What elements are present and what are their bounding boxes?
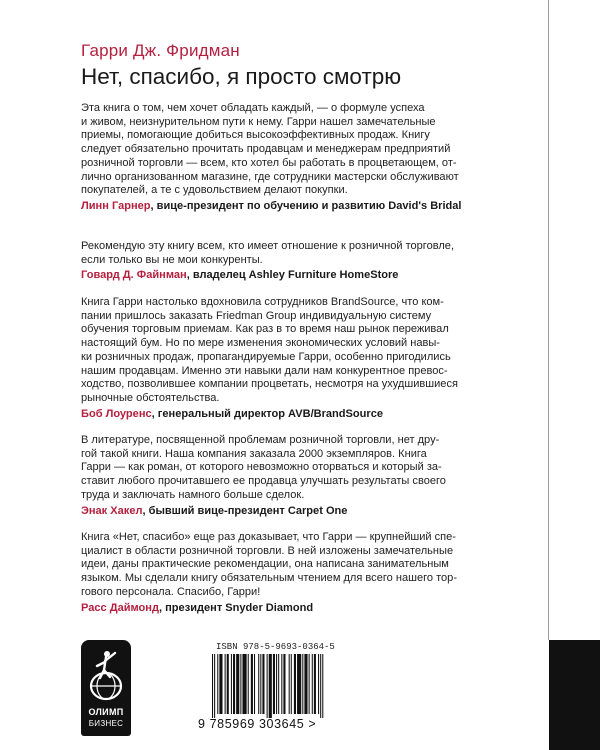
text-line: В литературе, посвященной проблемам розничной торговли, нет дру- <box>81 434 440 446</box>
text-line: циалист в области розничной торговли. В ней изложены замечательные <box>81 544 454 557</box>
text-line: Рекомендую эту книгу всем, кто имеет отношение к розничной торговле, <box>81 240 455 252</box>
attribution-name: Расс Даймонд <box>81 601 159 614</box>
ean-digits: 9 785969 303645 > <box>198 717 317 731</box>
author-name: Гарри Дж. Фридман <box>81 41 240 60</box>
testimonial-5 <box>81 531 501 615</box>
text-line: если только вы не мои конкуренты. <box>81 253 263 266</box>
testimonial-attribution <box>81 504 501 518</box>
attribution-name: Линн Гарнер <box>81 199 151 212</box>
testimonial-attribution <box>81 601 501 615</box>
text-line: следует обязательно прочитать продавцам и менеджерам предприятий <box>81 143 451 156</box>
text-line: и живом, неизнурительном пути к нему. Гарри нашел замечательные <box>81 115 436 128</box>
testimonial-4 <box>81 434 501 518</box>
text-line: идеи, даны практические рекомендации, она написана занимательным <box>81 558 449 571</box>
attribution-role: , генеральный директор AVB/BrandSource <box>151 407 383 420</box>
spine-black-block <box>549 640 600 750</box>
figure-on-globe-icon <box>86 648 126 704</box>
testimonial-attribution <box>81 199 501 213</box>
attribution-name: Энак Хакел <box>81 504 143 517</box>
publisher-logo <box>81 640 131 736</box>
text-line: гового персонала. Спасибо, Гарри! <box>81 585 261 598</box>
text-line: розничной торговли — всем, кто хотел бы работать в процветающем, от- <box>81 156 457 169</box>
testimonial-2 <box>81 240 501 282</box>
testimonial-attribution <box>81 407 501 421</box>
attribution-name: Боб Лоуренс <box>81 407 152 420</box>
testimonial-text <box>81 296 501 406</box>
barcode-block <box>198 640 390 740</box>
text-line: рыночные обстоятельства. <box>81 391 220 404</box>
attribution-role: , президент Snyder Diamond <box>159 601 314 614</box>
isbn-number: ISBN 978-5-9693-0364-5 <box>216 642 335 652</box>
testimonial-text <box>81 531 501 600</box>
book-title: Нет, спасибо, я просто смотрю <box>81 64 402 89</box>
text-line: приемы, помогающие добиться высокоэффективных продаж. Книгу <box>81 129 430 142</box>
attribution-role: , бывший вице-президент Carpet One <box>142 504 348 517</box>
text-line: пании пришлось заказать Friedman Group индивидуальную систему <box>81 309 432 322</box>
text-line: нашим продавцам. Именно эти навыки дали нам конкурентное превос- <box>81 364 448 377</box>
testimonial-1 <box>81 102 501 213</box>
text-line: гой такой книги. Наша компания заказала 2000 экземпляров. Книга <box>81 447 427 460</box>
text-line: труда и заключать намного больше сделок. <box>81 488 305 501</box>
text-line: настоящий бум. Но по мере изменения экономических условий навы- <box>81 337 440 350</box>
barcode-icon <box>210 654 360 718</box>
testimonial-text <box>81 102 501 198</box>
testimonial-text <box>81 240 501 267</box>
attribution-role: , вице-президент по обучению и развитию David's Bridal <box>150 199 462 212</box>
text-line: языком. Мы сделали книгу обязательным чтением для всего нашего тор- <box>81 572 457 585</box>
text-line: ходство, позволившее компании процветать, несмотря на ухудшившиеся <box>81 378 458 391</box>
spine-divider <box>548 0 549 640</box>
attribution-name: Говард Д. Файнман <box>81 269 187 282</box>
text-line: лично организованном магазине, где сотрудники мастерски обслуживают <box>81 170 459 183</box>
attribution-role: , владелец Ashley Furniture HomeStore <box>186 269 399 282</box>
publisher-name-line2: БИЗНЕС <box>88 719 124 728</box>
testimonial-attribution <box>81 268 501 282</box>
text-line: ки розничных продаж, пропагандируемые Гарри, особенно пригодились <box>81 350 451 363</box>
testimonial-text <box>81 434 501 503</box>
text-line: Гарри — как роман, от которого невозможно оторваться и который за- <box>81 461 442 474</box>
text-line: Книга «Нет, спасибо» еще раз доказывает, что Гарри — крупнейший спе- <box>81 531 456 543</box>
testimonial-3 <box>81 296 501 421</box>
text-line: Книга Гарри настолько вдохновила сотрудников BrandSource, что ком- <box>81 296 444 308</box>
text-line: покупателей, а те с удовольствием делают покупки. <box>81 184 348 197</box>
text-line: обучения торговым приемам. Как раз в то время наш рынок переживал <box>81 323 449 336</box>
text-line: ставит любого прочитавшего ее продавца улучшать результаты своего <box>81 475 446 488</box>
publisher-name-line1: ОЛИМП <box>88 707 124 717</box>
text-line: Эта книга о том, чем хочет обладать каждый, — о формуле успеха <box>81 102 425 114</box>
